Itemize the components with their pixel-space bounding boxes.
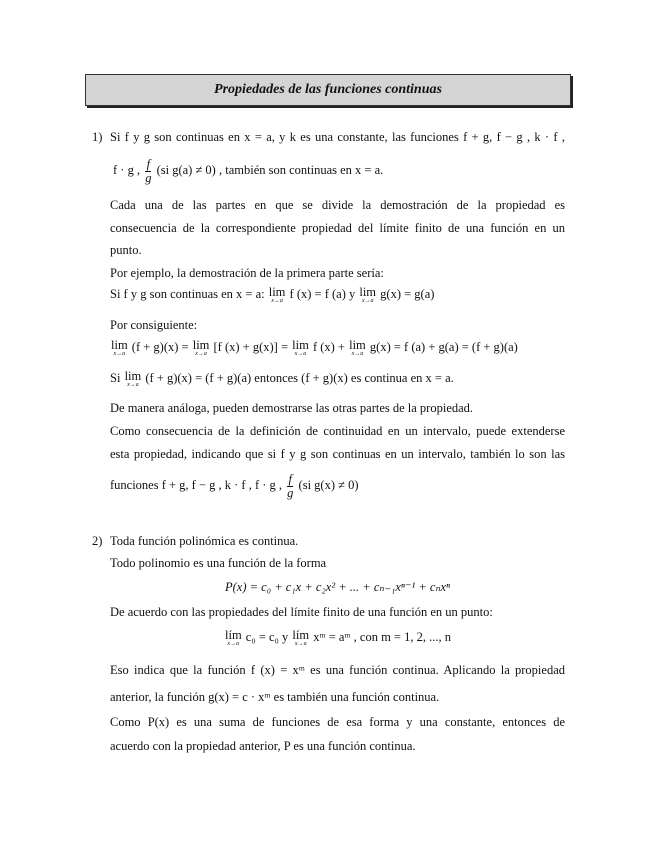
conclusion-si: Si — [110, 371, 121, 385]
s1-fg-text: f · g , — [113, 163, 141, 177]
s1-limit-f: f (x) = f (a) y — [289, 287, 356, 301]
s2-limit-intro: De acuerdo con las propiedades del límite finito de una función en un punto: — [110, 605, 493, 619]
s1-continuity-line — [110, 285, 565, 304]
s1-interval-line-1: Como consecuencia de la definición de continuidad en un intervalo, puede extenderse — [110, 424, 565, 438]
s2-para-line-4: acuerdo con la propiedad anterior, P es una función continua. — [110, 739, 416, 753]
limit-operator: lim x→a — [349, 337, 366, 358]
eq-part-3: f (x) + — [312, 340, 345, 354]
limit-power: xᵐ = aᵐ , con m = 1, 2, ..., n — [313, 630, 451, 644]
s2-para-line-2: anterior, la función g(x) = c · xᵐ es también una función continua. — [110, 690, 440, 704]
s1-para-line-1: Cada una de las partes en que se divide la demostración de la propiedad es — [110, 198, 565, 212]
s2-poly-intro: Todo polinomio es una función de la forma — [110, 556, 327, 570]
s1-conclusion — [110, 369, 565, 388]
s1-limit-equation — [110, 338, 565, 357]
s2-limit-equations — [110, 628, 565, 647]
limit-constant: c₀ = c₀ y — [245, 630, 289, 644]
page-title: Propiedades de las funciones continuas — [85, 74, 571, 106]
fraction-denominator: g — [145, 170, 152, 185]
s1-condition-text: (si g(a) ≠ 0) , también son continuas en x = a. — [156, 163, 384, 177]
eq-part-4: g(x) = f (a) + g(a) = (f + g)(a) — [369, 340, 518, 354]
s2-para-line-1: Eso indica que la función f (x) = xᵐ es una función continua. Aplicando la propiedad — [110, 663, 565, 677]
s1-para-line-3: punto. — [110, 243, 142, 257]
s1-para-line-2: consecuencia de la correspondiente propiedad del límite finito de una función en un — [110, 221, 565, 235]
limit-operator: lim x→a — [359, 284, 377, 305]
s1-continuity-text: Si f y g son continuas en x = a: — [110, 287, 265, 301]
limit-operator: lim x→a — [124, 368, 142, 389]
s1-statement-line-2 — [113, 152, 568, 188]
functions-list: funciones f + g, f − g , k · f , f · g , — [110, 478, 283, 492]
s2-statement: Toda función polinómica es continua. — [110, 534, 299, 548]
fraction-numerator: f — [146, 157, 151, 172]
eq-part-2: [f (x) + g(x)] = — [213, 340, 289, 354]
limit-operator: lim x→a — [192, 337, 210, 358]
s1-therefore: Por consiguiente: — [110, 318, 198, 332]
fraction-denominator: g — [287, 485, 294, 500]
eq-part-1: (f + g)(x) = — [131, 340, 189, 354]
s1-interval-line-2: esta propiedad, indicando que si f y g son continuas en un intervalo, también lo son las — [110, 447, 565, 461]
f-over-g-fraction — [145, 158, 151, 184]
limit-operator: lim x→a — [268, 284, 286, 305]
fraction-numerator: f — [288, 472, 293, 487]
conclusion-text: (f + g)(x) = (f + g)(a) entonces (f + g)(x) es continua en x = a. — [145, 371, 454, 385]
functions-condition: (si g(x) ≠ 0) — [298, 478, 359, 492]
f-over-g-fraction — [287, 473, 293, 499]
s1-limit-g: g(x) = g(a) — [380, 287, 435, 301]
section-2-number: 2) — [92, 534, 103, 548]
limit-operator: lím x→a — [225, 627, 242, 648]
limit-operator: lim x→a — [111, 337, 128, 358]
s1-analogous: De manera análoga, pueden demostrarse las otras partes de la propiedad. — [110, 401, 474, 415]
polynomial-formula: P(x) = c₀ + c₁x + c₂x² + ... + cₙ₋₁xⁿ⁻¹ + cₙxⁿ — [224, 580, 450, 594]
section-1-number: 1) — [92, 130, 103, 144]
s2-para-line-3: Como P(x) es una suma de funciones de esa forma y una constante, entonces de — [110, 715, 565, 729]
s1-interval-line-3 — [110, 467, 565, 503]
limit-operator: lim x→a — [292, 337, 309, 358]
s1-example-intro: Por ejemplo, la demostración de la primera parte sería: — [110, 266, 384, 280]
limit-operator: lím x→a — [292, 627, 310, 648]
s1-statement-line-1: Si f y g son continuas en x = a, y k es una constante, las funciones f + g, f − g , k · f , — [110, 130, 565, 144]
